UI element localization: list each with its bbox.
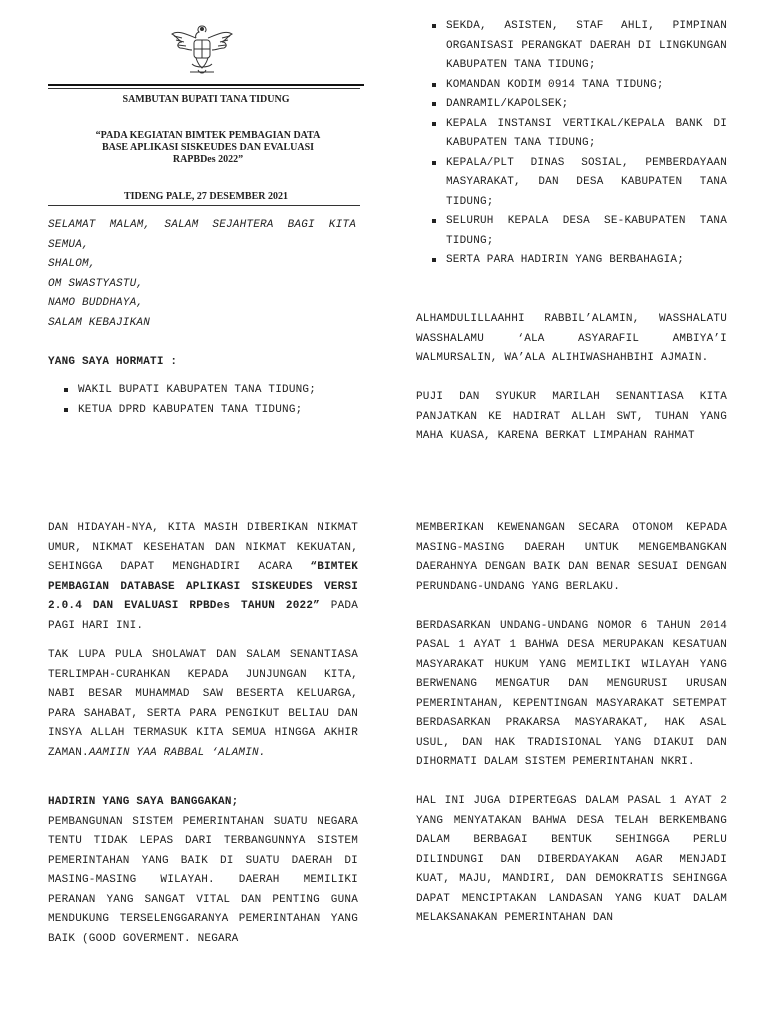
- greeting-line: NAMO BUDDHAYA,: [48, 297, 144, 309]
- hadirin-heading: HADIRIN YANG SAYA BANGGAKAN;: [48, 796, 239, 808]
- greeting-line: SALAM KEBAJIKAN: [48, 316, 151, 329]
- respected-list: [48, 381, 356, 420]
- event-title: “PADA KEGIATAN BIMTEK PEMBAGIAN DATA BASE APLIKASI SISKEUDES DAN EVALUASI RAPBDes 2022”: [95, 130, 321, 165]
- header-top-rule-thin: [48, 88, 360, 89]
- header-top-rule: [48, 84, 364, 86]
- sholawat-paragraph: [48, 646, 358, 763]
- list-item: WAKIL BUPATI KABUPATEN TANA TIDUNG;: [48, 381, 356, 401]
- continuation-text: DAN HIDAYAH-NYA, KITA MASIH DIBERIKAN NIKMAT UMUR, NIKMAT KESEHATAN DAN NIKMAT KEKUATAN, SEHINGGA DAPAT MENGHADIRI ACARA: [48, 522, 358, 573]
- pasal-paragraph: HAL INI JUGA DIPERTEGAS DALAM PASAL 1 AYAT 2 YANG MENYATAKAN BAHWA DESA TELAH BERKEMBANG DALAM BERBAGAI BENTUK SEHINGGA PERLU DILINDUNGI DAN DIBERDAYAKAN AGAR MENJADI KUAT, MAJU, MANDIRI, DAN DEMOKRATIS SEHINGGA DAPAT MENCIPTAKAN LANDASAN YANG KUAT DALAM MELAKSANAKAN PEMERINTAHAN DAN: [416, 795, 727, 924]
- aamiin-text: AAMIIN YAA RABBAL ‘ALAMIN.: [88, 746, 266, 759]
- list-item: KEPALA/PLT DINAS SOSIAL, PEMBERDAYAAN MASYARAKAT, DAN DESA KABUPATEN TANA TIDUNG;: [416, 154, 727, 213]
- greetings: [48, 216, 356, 333]
- puji-paragraph: PUJI DAN SYUKUR MARILAH SENANTIASA KITA PANJATKAN KE HADIRAT ALLAH SWT, TUHAN YANG MAHA KUASA, KARENA BERKAT LIMPAHAN RAHMAT: [416, 391, 727, 442]
- respected-list-continued: [416, 17, 727, 271]
- place-date-rule: [48, 205, 360, 206]
- place-date: TIDENG PALE, 27 DESEMBER 2021: [123, 191, 288, 202]
- garuda-emblem-icon: [168, 20, 236, 80]
- greeting-line: SELAMAT MALAM, SALAM SEJAHTERA BAGI KITA SEMUA,: [48, 219, 356, 251]
- bottom-right-column: [416, 519, 727, 929]
- event-name-bold: “BIMTEK PEMBAGIAN DATABASE APLIKASI SISKEUDES VERSI 2.0.4 DAN EVALUASI RPBDes TAHUN 2022”: [48, 561, 358, 612]
- list-item: KOMANDAN KODIM 0914 TANA TIDUNG;: [416, 76, 727, 96]
- greeting-line: SHALOM,: [48, 258, 96, 270]
- list-item: SEKDA, ASISTEN, STAF AHLI, PIMPINAN ORGANISASI PERANGKAT DAERAH DI LINGKUNGAN KABUPATEN TANA TIDUNG;: [416, 17, 727, 76]
- bottom-left-column: [48, 519, 358, 949]
- list-item: SELURUH KEPALA DESA SE-KABUPATEN TANA TIDUNG;: [416, 212, 727, 251]
- alhamdulillah-paragraph: ALHAMDULILLAAHHI RABBIL’ALAMIN, WASSHALATU WASSHALAMU ‘ALA ASYARAFIL AMBIYA’I WALMURSALIN, WA’ALA ALIHIWASHAHBIHI AJMAIN.: [416, 313, 727, 364]
- header-title: SAMBUTAN BUPATI TANA TIDUNG: [122, 94, 290, 105]
- sholawat-text: TAK LUPA PULA SHOLAWAT DAN SALAM SENANTIASA TERLIMPAH-CURAHKAN KEPADA JUNJUNGAN KITA, NABI BESAR MUHAMMAD SAW BESERTA KELUARGA, PARA SAHABAT, SERTA PARA PENGIKUT BELIAU DAN INSYA ALLAH TERMASUK KITA SEMUA HINGGA AKHIR ZAMAN.: [48, 649, 358, 759]
- top-right-column: [416, 17, 727, 271]
- list-item: KEPALA INSTANSI VERTIKAL/KEPALA BANK DI KABUPATEN TANA TIDUNG;: [416, 115, 727, 154]
- continuation-end: PADA PAGI HARI INI.: [48, 600, 359, 632]
- kewenangan-paragraph: MEMBERIKAN KEWENANGAN SECARA OTONOM KEPADA MASING-MASING DAERAH UNTUK MENGEMBANGKAN DAERAHNYA DENGAN BAIK DAN BENAR SESUAI DENGAN PERUNDANG-UNDANG YANG BERLAKU.: [416, 522, 727, 593]
- top-left-column: [48, 216, 356, 420]
- list-item: KETUA DPRD KABUPATEN TANA TIDUNG;: [48, 401, 356, 421]
- list-item: DANRAMIL/KAPOLSEK;: [416, 95, 727, 115]
- undang-undang-paragraph: BERDASARKAN UNDANG-UNDANG NOMOR 6 TAHUN 2014 PASAL 1 AYAT 1 BAHWA DESA MERUPAKAN KESATUAN MASYARAKAT HUKUM YANG MEMILIKI WILAYAH YANG BERWENANG MENGATUR DAN MENGURUSI URUSAN PEMERINTAHAN, KEPENTINGAN MASYARAKAT SETEMPAT BERDASARKAN PRAKARSA MASYARAKAT, HAK ASAL USUL, DAN HAK TRADISIONAL YANG DIAKUI DAN DIHORMATI DALAM SISTEM PEMERINTAHAN NKRI.: [416, 619, 727, 768]
- hadirin-paragraph: PEMBANGUNAN SISTEM PEMERINTAHAN SUATU NEGARA TENTU TIDAK LEPAS DARI TERBANGUNNYA SISTEM PEMERINTAHAN YANG BAIK DI SUATU DAERAH DI MASING-MASING WILAYAH. DAERAH MEMILIKI PERANAN YANG SANGAT VITAL DAN PENTING GUNA MENDUKUNG TERSELENGGARANYA PEMERINTAHAN YANG BAIK (GOOD GOVERMENT. NEGARA: [48, 815, 358, 945]
- respected-heading: YANG SAYA HORMATI :: [48, 355, 178, 368]
- greeting-line: OM SWASTYASTU,: [48, 277, 144, 290]
- continuation-paragraph: [48, 519, 358, 636]
- list-item: SERTA PARA HADIRIN YANG BERBAHAGIA;: [416, 251, 727, 271]
